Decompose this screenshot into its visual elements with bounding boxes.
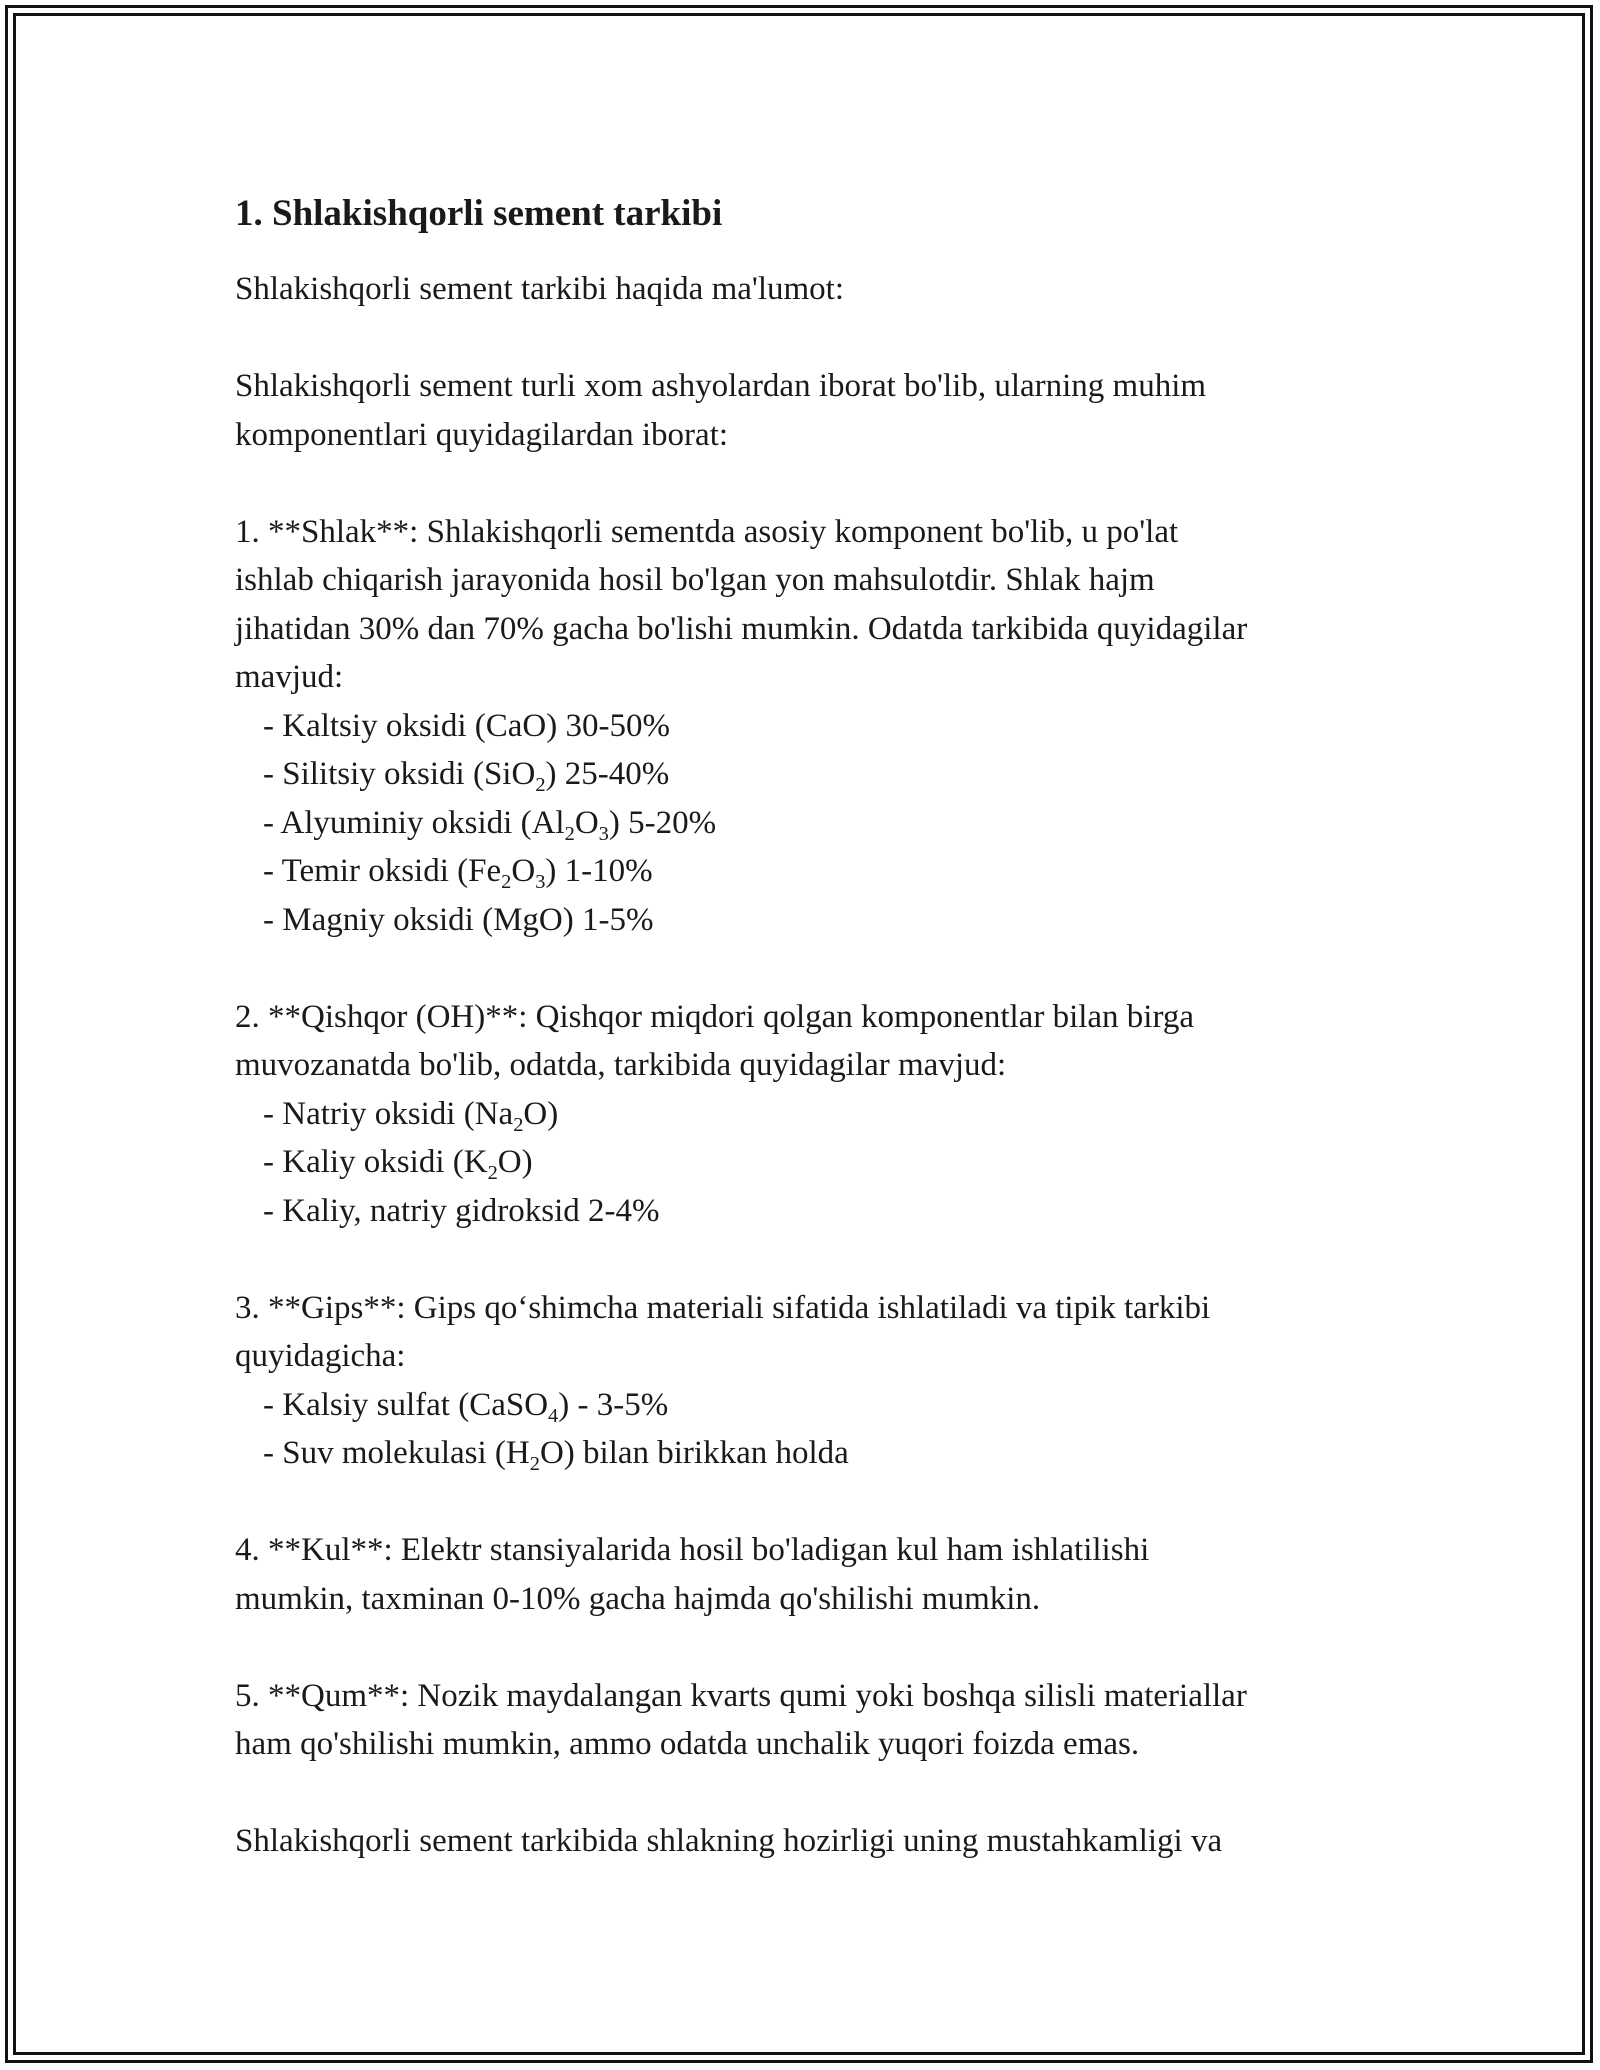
list-item-text: - Natriy oksidi (Na [263,1095,514,1132]
list-item-text: - Kaliy oksidi (K [263,1144,488,1180]
list-item-text: O) [497,1144,533,1180]
section-1-line: mavjud: [235,659,344,695]
list-item-text: - Silitsiy oksidi (SiO [263,756,536,792]
list-item [235,1090,1385,1139]
section-5-line: 5. **Qum**: Nozik maydalangan kvarts qumi yoki boshqa silisli materiallar [235,1677,1247,1714]
document-body [235,185,1385,1866]
subscript: 2 [564,822,575,845]
section-4-line: 4. **Kul**: Elektr stansiyalarida hosil bo'ladigan kul ham ishlatilishi [235,1532,1150,1568]
list-item-text: ) 25-40% [545,756,670,792]
overview-text: Shlakishqorli sement turli xom ashyolardan iborat bo'lib, ularning muhim komponentlari quyidagilardan iborat: [235,368,1207,453]
list-item [235,1138,1385,1187]
list-item-text: ) 5-20% [608,804,717,841]
subscript: 2 [535,774,546,797]
list-item-text: - Temir oksidi (Fe [263,853,502,889]
list-item-text: O) bilan birikkan holda [539,1435,849,1471]
list-item-text: O [574,804,599,841]
section-4-line: mumkin, taxminan 0-10% gacha hajmda qo'shilishi mumkin. [235,1580,1041,1617]
list-item-text: - Alyuminiy oksidi (Al [263,804,565,841]
section-3-line: quyidagicha: [235,1338,406,1374]
section-1-line: 1. **Shlak**: Shlakishqorli sementda asosiy komponent bo'lib, u po'lat [235,513,1179,550]
list-item-text: ) - 3-5% [558,1386,669,1423]
section-2-line: muvozanatda bo'lib, odatda, tarkibida quyidagilar mavjud: [235,1047,1007,1083]
list-item [235,1429,1385,1478]
overview-line-1 [235,362,1385,459]
list-item [235,750,1385,799]
list-item-text: O [511,853,536,889]
list-item: - Kaltsiy oksidi (CaO) 30-50% [263,707,670,744]
section-5-line: ham qo'shilishi mumkin, ammo odatda unchalik yuqori foizda emas. [235,1726,1140,1762]
closing-paragraph: Shlakishqorli sement tarkibida shlakning hozirligi uning mustahkamligi va [235,1823,1223,1859]
list-item-text: ) 1-10% [545,853,653,889]
subscript: 2 [513,1113,524,1136]
subscript: 3 [598,822,609,845]
list-item [235,1381,1385,1430]
subscript: 4 [548,1404,559,1427]
subscript: 2 [487,1162,498,1185]
section-1-line: jihatidan 30% dan 70% gacha bo'lishi mumkin. Odatda tarkibida quyidagilar [235,610,1248,647]
list-item-text: - Suv molekulasi (H [263,1435,530,1471]
intro-paragraph: Shlakishqorli sement tarkibi haqida ma'lumot: [235,271,845,307]
subscript: 3 [535,871,546,894]
page-title: 1. Shlakishqorli sement tarkibi [235,193,723,234]
list-item [235,799,1385,848]
list-item-text: O) [523,1095,559,1132]
list-item-text: - Kalsiy sulfat (CaSO [263,1386,549,1423]
section-2-line: 2. **Qishqor (OH)**: Qishqor miqdori qolgan komponentlar bilan birga [235,998,1195,1035]
subscript: 2 [529,1453,540,1476]
subscript: 2 [501,871,512,894]
section-1-line: ishlab chiqarish jarayonida hosil bo'lgan yon mahsulotdir. Shlak hajm [235,562,1155,598]
list-item: - Kaliy, natriy gidroksid 2-4% [263,1192,660,1229]
list-item: - Magniy oksidi (MgO) 1-5% [263,901,654,938]
section-3-line: 3. **Gips**: Gips qo‘shimcha materiali sifatida ishlatiladi va tipik tarkibi [235,1289,1211,1326]
list-item [235,847,1385,896]
